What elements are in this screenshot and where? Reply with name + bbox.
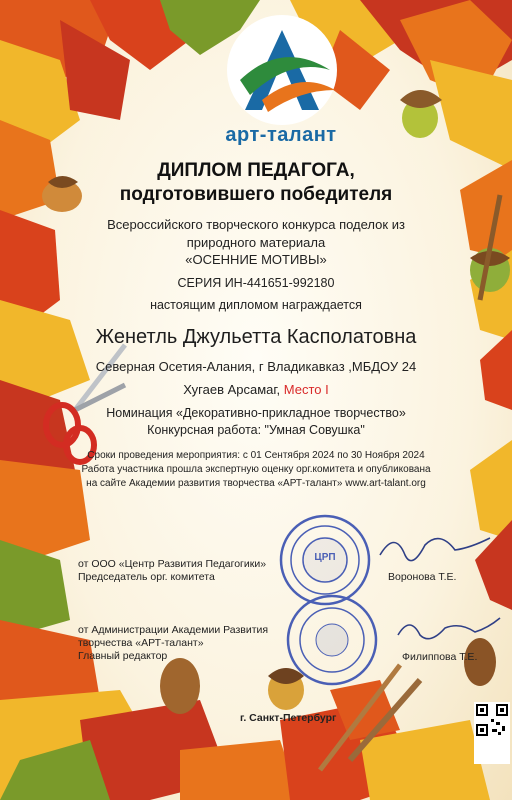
qr-code bbox=[474, 702, 510, 764]
org2-line-3: Главный редактор bbox=[78, 650, 168, 662]
city: г. Санкт-Петербург bbox=[240, 712, 337, 724]
org2-signer-name: Филиппова Т.Е. bbox=[402, 651, 478, 663]
acorn-top-right-icon bbox=[400, 90, 442, 138]
expert-note-1: Работа участника прошла экспертную оценку орг.комитета и опубликована bbox=[81, 464, 431, 475]
org1-block bbox=[78, 558, 266, 584]
student-place bbox=[0, 382, 512, 397]
signature-filippova bbox=[398, 618, 500, 639]
bottom-leaves bbox=[0, 680, 490, 800]
recipient-region: Северная Осетия-Алания, г Владикавказ ,МБДОУ 24 bbox=[95, 359, 417, 374]
diploma-title: ДИПЛОМ ПЕДАГОГА, bbox=[157, 160, 355, 181]
contest-line-1: Всероссийского творческого конкурса поделок из bbox=[107, 217, 405, 232]
contest-line-2: природного материала bbox=[186, 235, 326, 250]
contest-work: Конкурсная работа: "Умная Совушка" bbox=[147, 423, 365, 437]
event-dates: Сроки проведения мероприятия: с 01 Сентября 2024 по 30 Ноября 2024 bbox=[87, 450, 425, 461]
contest-name: «ОСЕННИЕ МОТИВЫ» bbox=[185, 252, 327, 267]
org2-block bbox=[78, 624, 268, 663]
org2-line-1: от Администрации Академии Развития bbox=[78, 624, 269, 636]
acorn-bottom-icon bbox=[268, 668, 304, 710]
recipient-name: Женетль Джульетта Касполатовна bbox=[95, 326, 417, 348]
expert-note-2: на сайте Академии развития творчества «АРТ-талант» www.art-talant.org bbox=[86, 478, 426, 489]
student-name: Хугаев Арсамаг, bbox=[183, 382, 284, 397]
org1-signer-name: Воронова Т.Е. bbox=[388, 571, 457, 583]
logo-text: арт-талант bbox=[225, 124, 337, 146]
logo-emblem bbox=[227, 15, 337, 125]
signature-voronova bbox=[380, 538, 490, 561]
diploma-subtitle: подготовившего победителя bbox=[119, 184, 393, 205]
org1-line-1: от ООО «Центр Развития Педагогики» bbox=[78, 558, 267, 570]
stamp-academy bbox=[288, 596, 376, 684]
org2-line-2: творчества «АРТ-талант» bbox=[78, 637, 204, 649]
place-badge: Место I bbox=[283, 382, 329, 397]
nomination: Номинация «Декоративно-прикладное творчество» bbox=[106, 406, 406, 420]
stamp-crp-label: ЦРП bbox=[314, 552, 336, 563]
award-text: настоящим дипломом награждается bbox=[150, 298, 362, 312]
series-number: СЕРИЯ ИН-441651-992180 bbox=[177, 276, 335, 290]
org1-line-2: Председатель орг. комитета bbox=[78, 571, 215, 583]
